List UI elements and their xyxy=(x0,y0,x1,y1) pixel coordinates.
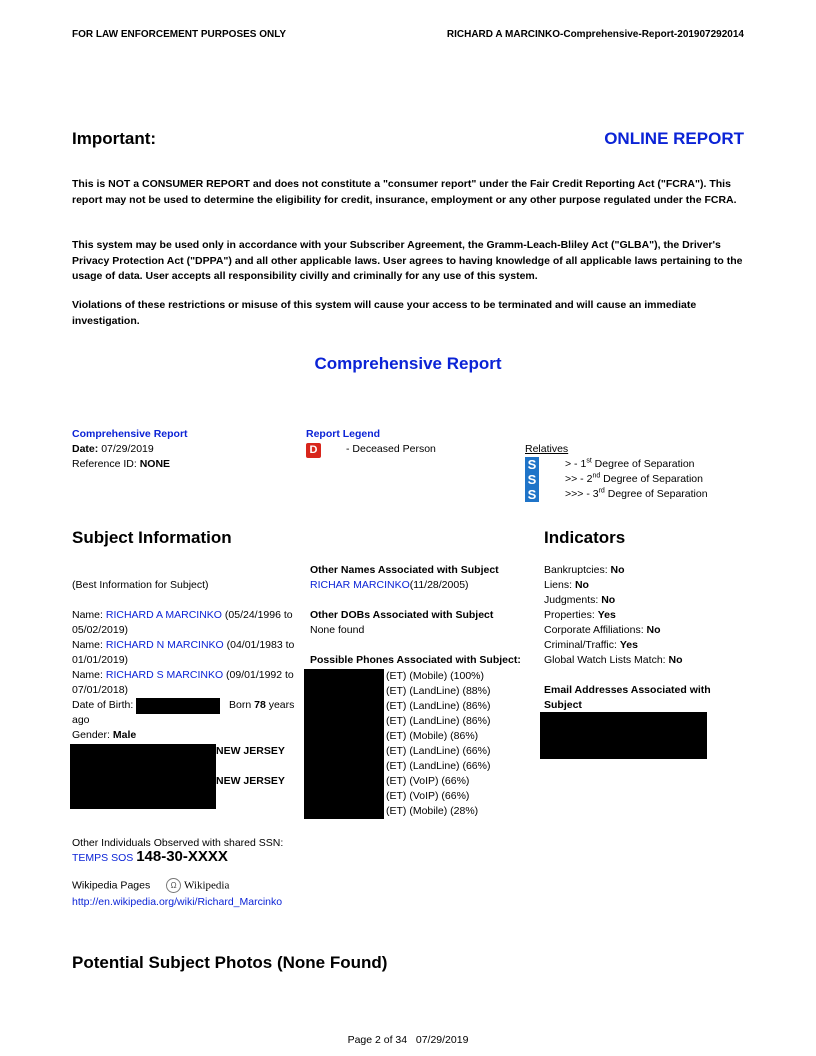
address-state-2: NEW JERSEY xyxy=(216,775,285,787)
subject-name-2: Name: RICHARD N MARCINKO (04/01/1983 to xyxy=(72,639,295,651)
relatives-title: Relatives xyxy=(525,443,569,455)
name-link-1[interactable]: RICHARD A MARCINKO xyxy=(105,609,222,621)
important-heading: Important: xyxy=(72,129,157,148)
phone-item: (ET) (LandLine) (66%) xyxy=(386,745,491,757)
phone-item: (ET) (LandLine) (86%) xyxy=(386,700,491,712)
subject-name-2-end: 01/01/2019) xyxy=(72,654,129,666)
wikipedia-globe-icon: Ω xyxy=(166,878,181,893)
phone-item: (ET) (LandLine) (86%) xyxy=(386,715,491,727)
legend-title: Report Legend xyxy=(306,428,381,440)
wikipedia-row xyxy=(72,878,229,893)
shared-ssn-name-link[interactable]: TEMPS SOS xyxy=(72,852,134,864)
email-title-cont: Subject xyxy=(544,699,582,711)
date-of-birth: Date of Birth: Born 78 years xyxy=(72,698,300,713)
gender: Gender: Male xyxy=(72,729,137,741)
other-name-link[interactable]: RICHAR MARCINKO xyxy=(310,579,410,591)
born-ago: ago xyxy=(72,714,90,726)
phone-item: (ET) (Mobile) (86%) xyxy=(386,730,479,742)
subject-name-1: Name: RICHARD A MARCINKO (05/24/1996 to xyxy=(72,609,293,621)
wikipedia-logo: Wikipedia xyxy=(183,879,230,892)
name-link-3[interactable]: RICHARD S MARCINKO xyxy=(105,669,224,681)
shared-ssn-label: Other Individuals Observed with shared SSN: xyxy=(72,837,284,849)
indicator-criminal: Criminal/Traffic: Yes xyxy=(544,639,638,651)
phone-item: (ET) (VoIP) (66%) xyxy=(386,775,470,787)
deceased-label: - Deceased Person xyxy=(346,443,436,455)
fcra-notice: This is NOT a CONSUMER REPORT and does not constitute a "consumer report" under the Fair Credit Reporting Act ("FCRA"). This report may not be used to determine the eligibility for credit, insurance, employment or any other purpose regulated under the FCRA. xyxy=(72,178,737,206)
email-redaction xyxy=(540,712,707,759)
rel3-label: >>> - 3rd Degree of Separation xyxy=(565,487,708,500)
ssn-value: 148-30-XXXX xyxy=(136,848,228,865)
deceased-icon: D xyxy=(306,443,321,458)
shared-ssn-row xyxy=(72,849,228,866)
other-name-row: RICHAR MARCINKO(11/28/2005) xyxy=(310,579,469,591)
name-link-2[interactable]: RICHARD N MARCINKO xyxy=(105,639,224,651)
subject-column xyxy=(72,578,300,743)
report-info xyxy=(72,427,188,472)
subject-name-3: Name: RICHARD S MARCINKO (09/01/1992 to xyxy=(72,669,294,681)
report-info-title: Comprehensive Report xyxy=(72,428,188,440)
header-right: RICHARD A MARCINKO-Comprehensive-Report-201907292014 xyxy=(446,29,744,40)
phones-title: Possible Phones Associated with Subject: xyxy=(310,654,521,666)
relative-3rd-icon: S xyxy=(525,487,539,502)
indicators-heading: Indicators xyxy=(544,528,626,547)
phones-redaction xyxy=(304,669,384,819)
other-names-title: Other Names Associated with Subject xyxy=(310,564,499,576)
violations-notice: Violations of these restrictions or misuse of this system will cause your access to be terminated and will cause an immediate investigation. xyxy=(72,299,697,327)
relatives-legend xyxy=(525,442,708,502)
other-dobs-title: Other DOBs Associated with Subject xyxy=(310,609,494,621)
phone-item: (ET) (Mobile) (28%) xyxy=(386,805,479,817)
reference-id: Reference ID: NONE xyxy=(72,458,171,470)
subject-info-heading: Subject Information xyxy=(72,528,232,547)
relative-2nd-icon: S xyxy=(525,472,539,487)
report-legend xyxy=(306,427,436,459)
indicator-properties: Properties: Yes xyxy=(544,609,616,621)
subject-name-1-end: 05/02/2019) xyxy=(72,624,129,636)
report-date: Date: 07/29/2019 xyxy=(72,443,154,455)
phone-item: (ET) (LandLine) (66%) xyxy=(386,760,491,772)
indicator-corporate: Corporate Affiliations: No xyxy=(544,624,661,636)
glba-notice: This system may be used only in accordance with your Subscriber Agreement, the Gramm-Leach-Bliley Act ("GLBA"), the Driver's Privacy Protection Act ("DPPA") and all other applicable laws. User agrees to having knowledge of all applicable laws pertaining to the usage of data. User accepts all responsibility civilly and criminally for any use of this system. xyxy=(72,239,743,282)
wikipedia-label: Wikipedia Pages xyxy=(72,879,151,892)
address-redaction xyxy=(70,744,216,809)
rel1-label: > - 1st Degree of Separation xyxy=(565,457,695,470)
phones-list xyxy=(386,669,490,819)
rel2-label: >> - 2nd Degree of Separation xyxy=(565,472,703,485)
indicator-liens: Liens: No xyxy=(544,579,589,591)
other-dobs-value: None found xyxy=(310,624,365,636)
indicator-bankruptcies: Bankruptcies: No xyxy=(544,564,625,576)
photos-heading: Potential Subject Photos (None Found) xyxy=(72,953,388,972)
phone-item: (ET) (LandLine) (88%) xyxy=(386,685,491,697)
indicator-judgments: Judgments: No xyxy=(544,594,616,606)
other-column xyxy=(310,563,535,668)
phone-item: (ET) (Mobile) (100%) xyxy=(386,670,485,682)
email-title: Email Addresses Associated with xyxy=(544,684,711,696)
wikipedia-link[interactable]: http://en.wikipedia.org/wiki/Richard_Marcinko xyxy=(72,896,283,908)
indicator-watchlists: Global Watch Lists Match: No xyxy=(544,654,683,666)
online-report-label: ONLINE REPORT xyxy=(604,129,744,148)
header-left: FOR LAW ENFORCEMENT PURPOSES ONLY xyxy=(72,29,287,40)
relative-1st-icon: S xyxy=(525,457,539,472)
dob-redaction xyxy=(136,698,220,714)
report-title: Comprehensive Report xyxy=(314,354,502,373)
address-state-1: NEW JERSEY xyxy=(216,745,285,757)
subject-name-3-end: 07/01/2018) xyxy=(72,684,129,696)
best-info-label: (Best Information for Subject) xyxy=(72,579,209,591)
page-footer: Page 2 of 34 07/29/2019 xyxy=(347,1034,469,1046)
phone-item: (ET) (VoIP) (66%) xyxy=(386,790,470,802)
indicators-list xyxy=(544,563,744,713)
